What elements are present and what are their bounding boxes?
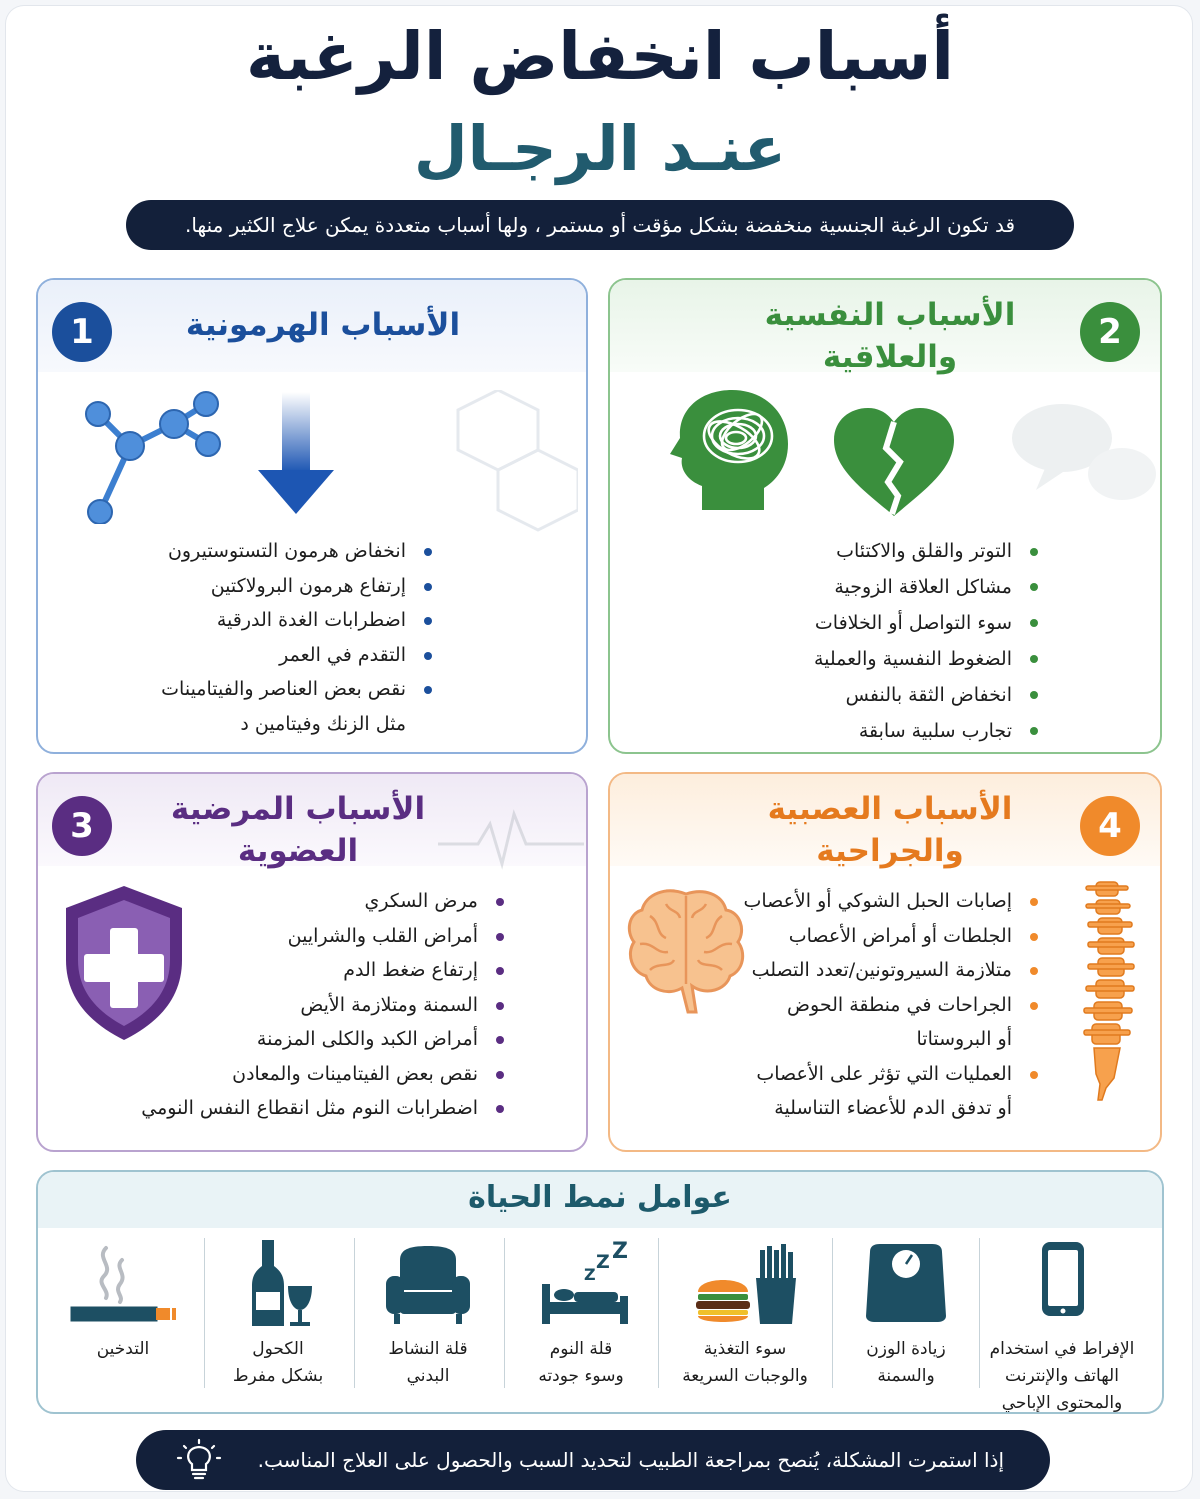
scale-icon (836, 1240, 976, 1332)
armchair-icon (358, 1240, 498, 1332)
spine-icon (1080, 878, 1140, 1104)
down-arrow-icon (254, 392, 338, 518)
list-item: اضطرابات النوم مثل انقطاع النفس النومي (141, 1091, 508, 1126)
hexagon-decoration (418, 390, 578, 550)
list-item: الجراحات في منطقة الحوض (743, 988, 1042, 1023)
page-title: أسباب انخفاض الرغبة (245, 18, 955, 95)
list-item: مشاكل العلاقة الزوجية (814, 569, 1042, 605)
card-number: 3 (52, 796, 112, 856)
pulse-line-decoration (438, 804, 584, 874)
svg-text:Z: Z (612, 1240, 628, 1264)
hormonal-causes-list (161, 534, 436, 741)
sleep-icon (508, 1240, 654, 1332)
fast-food-icon (662, 1240, 828, 1332)
lifestyle-factor-phone: الإفراط في استخدام الهاتف والإنترنت والمحتوى الإباحي (982, 1236, 1142, 1396)
brain-icon (626, 886, 746, 1016)
list-item: نقص بعض العناصر والفيتامينات (161, 672, 436, 707)
neurological-causes-card (608, 772, 1162, 1152)
list-item: أمراض القلب والشرايين (141, 919, 508, 954)
footer-advice-banner (136, 1430, 1050, 1490)
list-item: انخفاض هرمون التستوستيرون (161, 534, 436, 569)
list-item: الجلطات أو أمراض الأعصاب (743, 919, 1042, 954)
list-item: العمليات التي تؤثر على الأعصاب (743, 1057, 1042, 1092)
psychological-causes-list (814, 534, 1042, 749)
list-item-continuation: أو تدفق الدم للأعضاء التناسلية (774, 1097, 1012, 1119)
card-title: الأسباب الهرمونية (185, 307, 461, 343)
list-item-continuation: أو البروستاتا (916, 1028, 1012, 1050)
list-item: اضطرابات الغدة الدرقية (161, 603, 436, 638)
hormonal-causes-card (36, 278, 588, 754)
list-item: سوء التواصل أو الخلافات (814, 605, 1042, 641)
lightbulb-icon (176, 1438, 222, 1484)
list-item-continuation: مثل الزنك وفيتامين د (240, 712, 406, 735)
card-title: الأسباب العصبية والجراحية (767, 791, 1013, 869)
medical-causes-list (141, 884, 508, 1126)
list-item: انخفاض الثقة بالنفس (814, 677, 1042, 713)
molecule-icon (72, 384, 232, 524)
list-item: مرض السكري (141, 884, 508, 919)
broken-heart-icon (832, 408, 956, 518)
card-number: 4 (1080, 796, 1140, 856)
page-subtitle: عنـد الرجـال (413, 112, 787, 185)
intro-banner: قد تكون الرغبة الجنسية منخفضة بشكل مؤقت أو مستمر ، ولها أسباب متعددة يمكن علاج الكثير منها. (126, 200, 1074, 250)
lifestyle-factor-inactivity: قلة النشاط البدني (358, 1236, 498, 1396)
neurological-causes-list (743, 884, 1042, 1126)
list-item: إصابات الحبل الشوكي أو الأعصاب (743, 884, 1042, 919)
list-item: التقدم في العمر (161, 638, 436, 673)
list-item: السمنة ومتلازمة الأيض (141, 988, 508, 1023)
alcohol-icon (208, 1240, 348, 1332)
lifestyle-factor-smoking: التدخين (48, 1236, 198, 1396)
card-title: الأسباب المرضية العضوية (170, 791, 426, 869)
list-item: أمراض الكبد والكلى المزمنة (141, 1022, 508, 1057)
list-item: التوتر والقلق والاكتئاب (814, 534, 1042, 569)
list-item: متلازمة السيروتونين/تعدد التصلب (743, 953, 1042, 988)
list-item: إرتفاع هرمون البرولاكتين (161, 569, 436, 604)
section-title: عوامل نمط الحياة (468, 1180, 732, 1215)
list-item: إرتفاع ضغط الدم (141, 953, 508, 988)
footer-note: إذا استمرت المشكلة، يُنصح بمراجعة الطبيب لتحديد السبب والحصول على العلاج المناسب. (257, 1448, 1004, 1472)
cigarette-icon (48, 1240, 198, 1332)
card-title: الأسباب النفسية والعلاقية (764, 297, 1016, 375)
list-item: الضغوط النفسية والعملية (814, 641, 1042, 677)
medical-causes-card (36, 772, 588, 1152)
lifestyle-factor-alcohol: الكحول بشكل مفرط (208, 1236, 348, 1396)
list-item: نقص بعض الفيتامينات والمعادن (141, 1057, 508, 1092)
lifestyle-factor-weight: زيادة الوزن والسمنة (836, 1236, 976, 1396)
psychological-causes-card (608, 278, 1162, 754)
card-number: 1 (52, 302, 112, 362)
list-item: تجارب سلبية سابقة (814, 713, 1042, 749)
phone-icon (982, 1240, 1142, 1332)
speech-bubble-decoration (1006, 398, 1156, 518)
lifestyle-factors-section (36, 1170, 1164, 1414)
svg-text:Z: Z (584, 1265, 596, 1284)
lifestyle-factor-sleep: Z Z Z قلة النوم وسوء جودته (508, 1236, 654, 1396)
svg-text:Z: Z (596, 1251, 610, 1273)
card-number: 2 (1080, 302, 1140, 362)
tangled-head-icon (666, 388, 792, 514)
lifestyle-factor-diet: سوء التغذية والوجبات السريعة (662, 1236, 828, 1396)
